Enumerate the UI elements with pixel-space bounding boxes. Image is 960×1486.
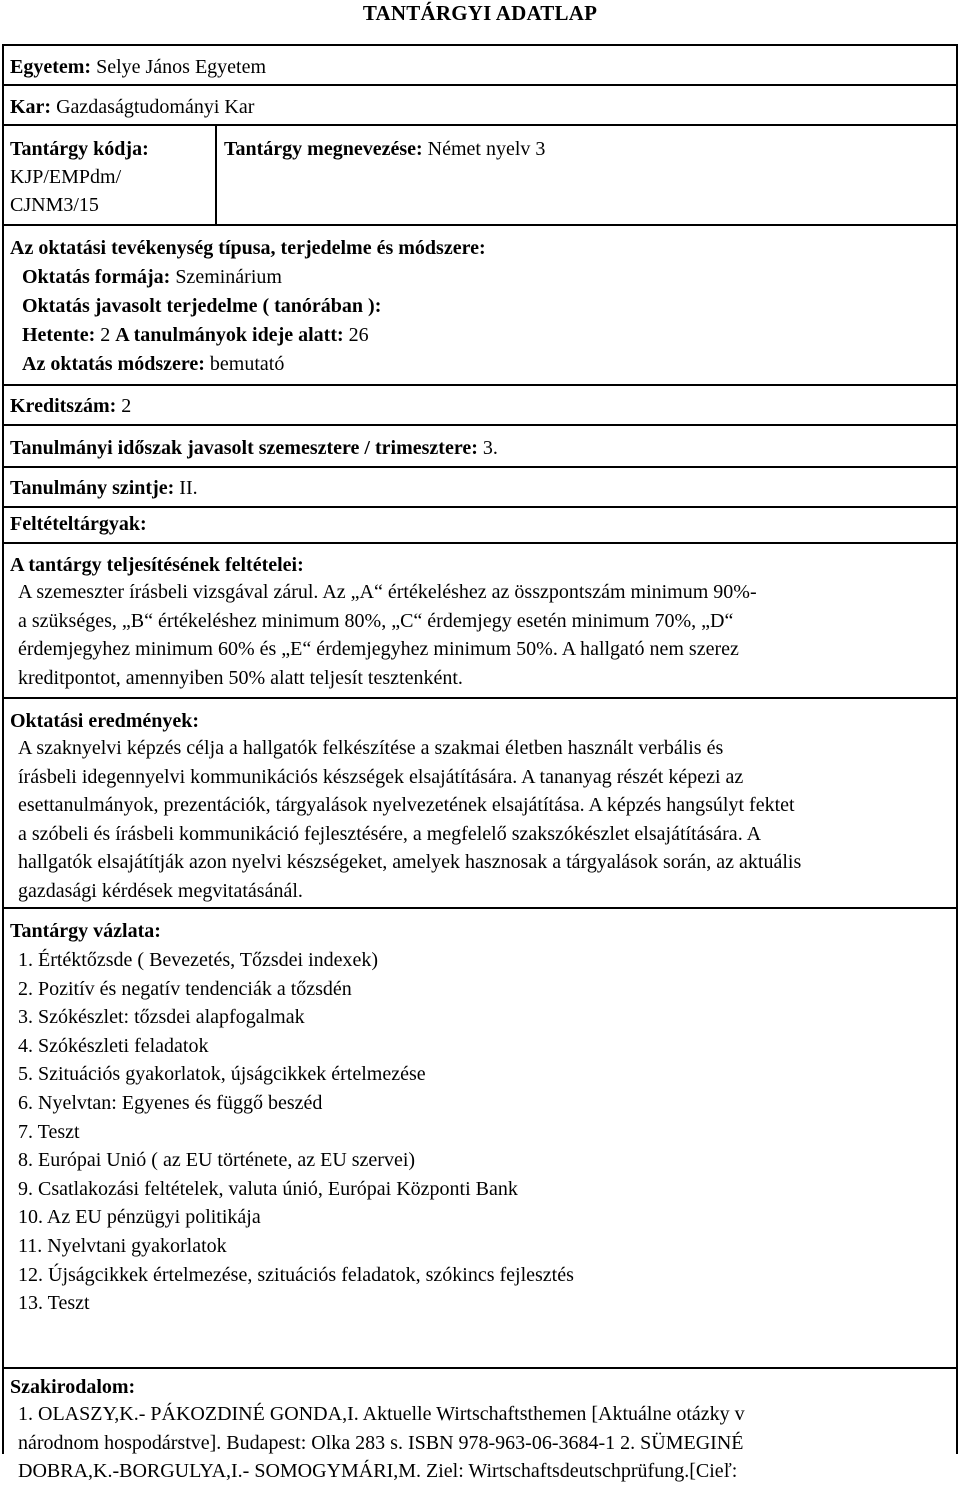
completion-label: A tantárgy teljesítésének feltételei:	[10, 554, 304, 576]
subject-name-value: Német nyelv 3	[427, 138, 546, 160]
teaching-form-label: Oktatás formája:	[22, 266, 171, 288]
credit-row	[4, 386, 956, 426]
completion-line: kreditpontot, amennyiben 50% alatt teljesít tesztenként.	[18, 666, 463, 689]
outline-item: 13. Teszt	[18, 1292, 90, 1315]
method-label: Az oktatás módszere:	[22, 353, 205, 375]
document-title: TANTÁRGYI ADATLAP	[362, 1, 598, 25]
outline-item: 9. Csatlakozási feltételek, valuta únió, Európai Központi Bank	[18, 1177, 518, 1200]
subject-code-line-2: CJNM3/15	[10, 194, 99, 216]
outline-label: Tantárgy vázlata:	[10, 920, 161, 942]
semester-row	[4, 426, 956, 468]
teaching-heading: Az oktatási tevékenység típusa, terjedelme és módszere:	[10, 237, 486, 259]
semester-value: 3.	[482, 437, 498, 459]
completion-text	[18, 578, 938, 692]
semester-label: Tanulmányi időszak javasolt szemesztere / trimesztere:	[10, 437, 478, 459]
credit-value: 2	[121, 395, 132, 417]
outline-item: 10. Az EU pénzügyi politikája	[18, 1206, 261, 1229]
outcomes-line: gazdasági kérdések megvitatásánál.	[18, 879, 303, 902]
outline-item: 2. Pozitív és negatív tendenciák a tőzsdén	[18, 977, 352, 1000]
completion-line: érdemjegyhez minimum 60% és „E“ érdemjegyhez minimum 50%. A hallgató nem szerez	[18, 638, 739, 661]
prerequisites-label: Feltételtárgyak:	[10, 513, 147, 535]
faculty-value: Gazdaságtudományi Kar	[56, 96, 255, 118]
university-label: Egyetem:	[10, 56, 92, 78]
outline-item: 3. Szókészlet: tőzsdei alapfogalmak	[18, 1006, 305, 1029]
faculty-row	[4, 86, 956, 126]
teaching-scope-label: Oktatás javasolt terjedelme ( tanórában ):	[22, 295, 382, 317]
outcomes-label: Oktatási eredmények:	[10, 710, 200, 732]
literature-row	[4, 1369, 956, 1483]
completion-row	[4, 544, 956, 699]
level-label: Tanulmány szintje:	[10, 477, 175, 499]
literature-text	[18, 1400, 938, 1486]
column-divider	[215, 126, 217, 224]
weekly-value: 2	[100, 324, 111, 346]
outcomes-text	[18, 734, 938, 906]
outline-item: 6. Nyelvtan: Egyenes és függő beszéd	[18, 1091, 323, 1114]
total-label: A tanulmányok ideje alatt:	[115, 324, 344, 346]
weekly-label: Hetente:	[22, 324, 96, 346]
prerequisites-row	[4, 508, 956, 544]
outline-item: 11. Nyelvtani gyakorlatok	[18, 1234, 227, 1257]
level-row	[4, 468, 956, 508]
outcomes-row	[4, 699, 956, 909]
outline-item: 5. Szituációs gyakorlatok, újságcikkek értelmezése	[18, 1063, 426, 1086]
level-value: II.	[179, 477, 198, 499]
teaching-form-value: Szeminárium	[175, 266, 282, 288]
teaching-row	[4, 226, 956, 386]
literature-line: DOBRA,K.-BORGULYA,I.- SOMOGYMÁRI,M. Ziel: Wirtschaftsdeutschprüfung.[Cieľ:	[18, 1460, 738, 1483]
credit-label: Kreditszám:	[10, 395, 117, 417]
outline-item: 7. Teszt	[18, 1120, 80, 1143]
outline-item: 12. Újságcikkek értelmezése, szituációs feladatok, szókincs fejlesztés	[18, 1263, 574, 1286]
outcomes-line: hallgatók elsajátítják azon nyelvi készségeket, amelyek hasznosak a tárgyalások során, az aktuális	[18, 851, 802, 874]
university-value: Selye János Egyetem	[96, 56, 267, 78]
method-value: bemutató	[209, 353, 285, 375]
outcomes-line: esettanulmányok, prezentációk, tárgyalások nyelvezetének elsajátítása. A képzés hangsúlyt fektet	[18, 794, 795, 817]
outline-item: 1. Értéktőzsde ( Bevezetés, Tőzsdei indexek)	[18, 949, 379, 971]
data-sheet	[2, 44, 958, 1483]
completion-line: A szemeszter írásbeli vizsgával zárul. Az „A“ értékeléshez az összpontszám minimum 90%-	[18, 581, 757, 603]
literature-line: 1. OLASZY,K.- PÁKOZDINÉ GONDA,I. Aktuelle Wirtschaftsthemen [Aktuálne otázky v	[18, 1403, 745, 1425]
subject-name-label: Tantárgy megnevezése:	[224, 138, 423, 160]
literature-line: národnom hospodárstve]. Budapest: Olka 283 s. ISBN 978-963-06-3684-1 2. SÜMEGINÉ	[18, 1431, 744, 1454]
outline-item: 4. Szókészleti feladatok	[18, 1034, 209, 1057]
completion-line: a szükséges, „B“ értékeléshez minimum 80%, „C“ érdemjegy esetén minimum 70%, „D“	[18, 609, 734, 632]
subject-code-label: Tantárgy kódja:	[10, 138, 149, 160]
subject-code-line-1: KJP/EMPdm/	[10, 166, 122, 188]
outcomes-line: írásbeli idegennyelvi kommunikációs készségek elsajátítására. A tananyag részét képezi az	[18, 765, 744, 788]
total-value: 26	[348, 324, 369, 346]
outcomes-line: a szóbeli és írásbeli kommunikáció fejlesztésére, a megfelelő szakszókészlet elsajátítására. A	[18, 822, 762, 845]
literature-label: Szakirodalom:	[10, 1376, 136, 1398]
outline-item: 8. Európai Unió ( az EU története, az EU szervei)	[18, 1149, 416, 1172]
outcomes-line: A szaknyelvi képzés célja a hallgatók felkészítése a szakmai életben használt verbális és	[18, 737, 724, 759]
faculty-label: Kar:	[10, 96, 52, 118]
subject-row	[4, 126, 956, 226]
outline-list	[18, 946, 574, 1318]
outline-row	[4, 909, 956, 1369]
university-row	[4, 46, 956, 86]
